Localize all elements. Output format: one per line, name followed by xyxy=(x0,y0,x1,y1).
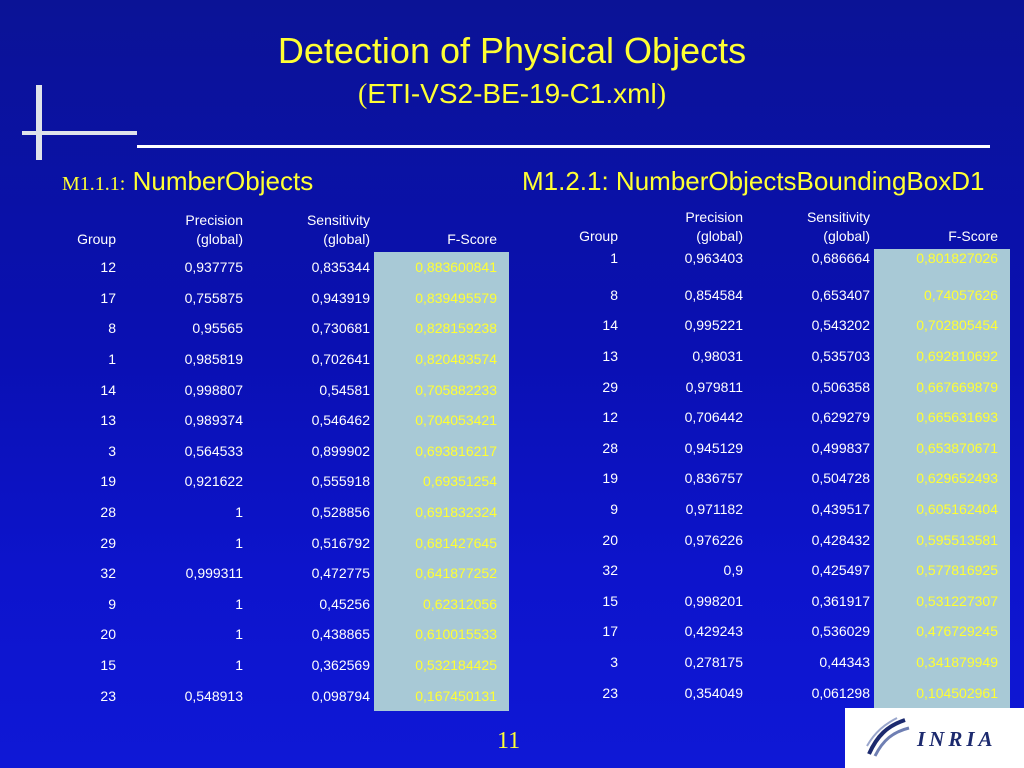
cell-group: 13 xyxy=(100,412,116,429)
table-row xyxy=(500,586,1010,617)
cell-group: 32 xyxy=(602,562,618,579)
header-sensitivity-label: Sensitivity (global) xyxy=(806,209,870,244)
cell-fscore: 0,62312056 xyxy=(374,589,509,620)
cell-fscore: 0,104502961 xyxy=(874,677,1010,708)
table-row xyxy=(500,616,1010,647)
cell-precision: 0,989374 xyxy=(184,412,243,429)
cell-precision: 0,98031 xyxy=(692,348,743,365)
cell-sensitivity: 0,506358 xyxy=(811,378,870,395)
cell-sensitivity: 0,835344 xyxy=(311,259,370,276)
cell-group: 15 xyxy=(100,657,116,674)
cell-precision: 0,985819 xyxy=(184,351,243,368)
cell-group: 28 xyxy=(100,504,116,521)
cell-sensitivity: 0,362569 xyxy=(311,657,370,674)
cell-precision: 0,755875 xyxy=(184,289,243,306)
cell-sensitivity: 0,499837 xyxy=(811,439,870,456)
table-row xyxy=(500,677,1010,708)
cell-fscore: 0,702805454 xyxy=(874,310,1010,341)
table-row xyxy=(500,433,1010,464)
table-row xyxy=(2,527,509,558)
cell-precision: 0,429243 xyxy=(684,623,743,640)
cell-fscore: 0,691832324 xyxy=(374,497,509,528)
header-precision xyxy=(120,204,247,252)
cell-group: 9 xyxy=(108,595,116,612)
cell-sensitivity: 0,44343 xyxy=(819,654,870,671)
cell-precision: 1 xyxy=(235,657,243,674)
cell-sensitivity: 0,54581 xyxy=(319,381,370,398)
table-row xyxy=(500,249,1010,280)
table-row xyxy=(500,280,1010,311)
cell-precision: 1 xyxy=(235,626,243,643)
cell-fscore: 0,532184425 xyxy=(374,650,509,681)
table-row xyxy=(500,463,1010,494)
cell-group: 19 xyxy=(602,470,618,487)
left-table-name: NumberObjects xyxy=(132,166,314,196)
cell-fscore: 0,839495579 xyxy=(374,283,509,314)
cell-sensitivity: 0,45256 xyxy=(319,595,370,612)
cell-fscore: 0,476729245 xyxy=(874,616,1010,647)
header-group: Group xyxy=(77,231,116,247)
cell-sensitivity: 0,428432 xyxy=(811,531,870,548)
cell-precision: 0,945129 xyxy=(684,439,743,456)
cell-fscore: 0,692810692 xyxy=(874,341,1010,372)
table-row xyxy=(500,341,1010,372)
cell-sensitivity: 0,546462 xyxy=(311,412,370,429)
cell-fscore: 0,341879949 xyxy=(874,647,1010,678)
cell-precision: 0,278175 xyxy=(684,654,743,671)
cell-fscore: 0,531227307 xyxy=(874,586,1010,617)
cell-group: 8 xyxy=(610,286,618,303)
table-row xyxy=(2,283,509,314)
cell-group: 13 xyxy=(602,348,618,365)
cell-precision: 0,548913 xyxy=(184,687,243,704)
cell-precision: 0,995221 xyxy=(684,317,743,334)
cell-group: 20 xyxy=(602,531,618,548)
cell-fscore: 0,883600841 xyxy=(374,252,509,283)
cell-sensitivity: 0,361917 xyxy=(811,592,870,609)
cell-fscore: 0,693816217 xyxy=(374,436,509,467)
cell-fscore: 0,629652493 xyxy=(874,463,1010,494)
cell-fscore: 0,801827026 xyxy=(874,249,1010,280)
cell-sensitivity: 0,686664 xyxy=(811,250,870,266)
slide-subtitle xyxy=(0,78,1024,111)
header-sensitivity-label: Sensitivity (global) xyxy=(306,212,370,247)
left-results-table xyxy=(2,204,509,711)
table-row xyxy=(2,405,509,436)
cell-group: 12 xyxy=(602,409,618,426)
cell-fscore: 0,820483574 xyxy=(374,344,509,375)
inria-logo-text: INRIA xyxy=(917,727,997,751)
cell-fscore: 0,577816925 xyxy=(874,555,1010,586)
cell-fscore: 0,641877252 xyxy=(374,558,509,589)
table-row xyxy=(2,313,509,344)
cell-group: 9 xyxy=(610,501,618,518)
cell-group: 12 xyxy=(100,259,116,276)
cell-sensitivity: 0,438865 xyxy=(311,626,370,643)
cell-sensitivity: 0,543202 xyxy=(811,317,870,334)
cell-sensitivity: 0,555918 xyxy=(311,473,370,490)
cell-group: 3 xyxy=(108,442,116,459)
right-results-table xyxy=(500,203,1010,708)
cell-sensitivity: 0,061298 xyxy=(811,684,870,701)
cell-group: 17 xyxy=(602,623,618,640)
cell-precision: 0,976226 xyxy=(684,531,743,548)
cell-fscore: 0,704053421 xyxy=(374,405,509,436)
cell-sensitivity: 0,536029 xyxy=(811,623,870,640)
subtitle-filename: ETI-VS2-BE-19-C1.xml xyxy=(367,78,657,109)
cell-sensitivity: 0,098794 xyxy=(311,687,370,704)
header-group: Group xyxy=(579,228,618,244)
cell-precision: 0,998807 xyxy=(184,381,243,398)
cell-fscore: 0,681427645 xyxy=(374,527,509,558)
table-row xyxy=(500,555,1010,586)
right-table-heading: M1.2.1: NumberObjectsBoundingBoxD1 xyxy=(522,166,985,196)
cell-sensitivity: 0,629279 xyxy=(811,409,870,426)
cell-sensitivity: 0,943919 xyxy=(311,289,370,306)
cell-sensitivity: 0,730681 xyxy=(311,320,370,337)
cell-precision: 0,963403 xyxy=(684,250,743,266)
cell-sensitivity: 0,425497 xyxy=(811,562,870,579)
cell-sensitivity: 0,653407 xyxy=(811,286,870,303)
table-row xyxy=(500,310,1010,341)
table-row xyxy=(500,647,1010,678)
cell-group: 1 xyxy=(610,250,618,266)
cell-sensitivity: 0,472775 xyxy=(311,565,370,582)
cell-precision: 1 xyxy=(235,534,243,551)
cell-group: 28 xyxy=(602,439,618,456)
cell-fscore: 0,667669879 xyxy=(874,371,1010,402)
cell-fscore: 0,167450131 xyxy=(374,680,509,711)
cell-sensitivity: 0,899902 xyxy=(311,442,370,459)
cell-group: 23 xyxy=(100,687,116,704)
cell-precision: 0,564533 xyxy=(184,442,243,459)
table-row xyxy=(500,371,1010,402)
table-row xyxy=(2,558,509,589)
inria-logo-icon xyxy=(863,716,913,760)
left-table-heading xyxy=(62,166,313,197)
cell-sensitivity: 0,439517 xyxy=(811,501,870,518)
cell-precision: 0,937775 xyxy=(184,259,243,276)
table-row xyxy=(2,680,509,711)
cell-precision: 0,979811 xyxy=(685,378,743,395)
cell-sensitivity: 0,504728 xyxy=(811,470,870,487)
table-row xyxy=(2,589,509,620)
cell-precision: 1 xyxy=(235,504,243,521)
header-precision-label: Precision (global) xyxy=(685,209,743,244)
cell-precision: 0,971182 xyxy=(685,501,743,518)
header-precision-label: Precision (global) xyxy=(185,212,243,247)
cell-fscore: 0,74057626 xyxy=(874,280,1010,311)
cell-fscore: 0,605162404 xyxy=(874,494,1010,525)
cell-group: 8 xyxy=(108,320,116,337)
table-row xyxy=(2,252,509,283)
cell-sensitivity: 0,702641 xyxy=(311,351,370,368)
cell-precision: 0,9 xyxy=(723,562,743,579)
cell-precision: 0,836757 xyxy=(684,470,743,487)
table-row xyxy=(500,402,1010,433)
cell-precision: 1 xyxy=(235,595,243,612)
slide-title: Detection of Physical Objects xyxy=(277,30,747,71)
cell-sensitivity: 0,516792 xyxy=(311,534,370,551)
cell-precision: 0,354049 xyxy=(684,684,743,701)
cell-fscore: 0,705882233 xyxy=(374,374,509,405)
decorative-vertical-bar xyxy=(36,85,42,160)
header-sensitivity xyxy=(247,204,374,252)
inria-logo xyxy=(845,708,1024,768)
cell-precision: 0,95565 xyxy=(192,320,243,337)
cell-group: 17 xyxy=(100,289,116,306)
cell-group: 29 xyxy=(100,534,116,551)
table-header-row xyxy=(500,203,1010,249)
cell-group: 15 xyxy=(602,592,618,609)
header-precision xyxy=(622,203,747,249)
cell-group: 14 xyxy=(100,381,116,398)
cell-fscore: 0,828159238 xyxy=(374,313,509,344)
table-row xyxy=(2,436,509,467)
cell-fscore: 0,610015533 xyxy=(374,619,509,650)
header-fscore: F-Score xyxy=(948,228,998,244)
cell-precision: 0,854584 xyxy=(684,286,743,303)
cell-precision: 0,999311 xyxy=(185,565,243,582)
table-row xyxy=(2,466,509,497)
cell-group: 20 xyxy=(100,626,116,643)
header-sensitivity xyxy=(747,203,874,249)
decorative-horizontal-bar xyxy=(22,131,137,135)
table-row xyxy=(500,494,1010,525)
table-row xyxy=(2,374,509,405)
cell-group: 14 xyxy=(602,317,618,334)
cell-sensitivity: 0,535703 xyxy=(811,348,870,365)
cell-precision: 0,921622 xyxy=(184,473,243,490)
cell-group: 1 xyxy=(108,351,116,368)
cell-fscore: 0,69351254 xyxy=(374,466,509,497)
cell-group: 3 xyxy=(610,654,618,671)
cell-precision: 0,998201 xyxy=(684,592,743,609)
subtitle-open-paren: ( xyxy=(357,79,368,110)
table-row xyxy=(2,619,509,650)
page-number: 11 xyxy=(497,728,521,754)
left-table-id: M1.1.1: xyxy=(62,173,126,195)
cell-sensitivity: 0,528856 xyxy=(311,504,370,521)
table-row xyxy=(500,524,1010,555)
subtitle-close-paren: ) xyxy=(656,79,667,110)
cell-fscore: 0,595513581 xyxy=(874,524,1010,555)
cell-group: 29 xyxy=(602,378,618,395)
table-row xyxy=(2,650,509,681)
header-fscore: F-Score xyxy=(447,231,497,247)
cell-fscore: 0,665631693 xyxy=(874,402,1010,433)
cell-fscore: 0,653870671 xyxy=(874,433,1010,464)
cell-precision: 0,706442 xyxy=(684,409,743,426)
cell-group: 32 xyxy=(100,565,116,582)
cell-group: 19 xyxy=(100,473,116,490)
cell-group: 23 xyxy=(602,684,618,701)
decorative-divider-line xyxy=(137,145,990,148)
table-row xyxy=(2,497,509,528)
table-row xyxy=(2,344,509,375)
table-header-row xyxy=(2,204,509,252)
